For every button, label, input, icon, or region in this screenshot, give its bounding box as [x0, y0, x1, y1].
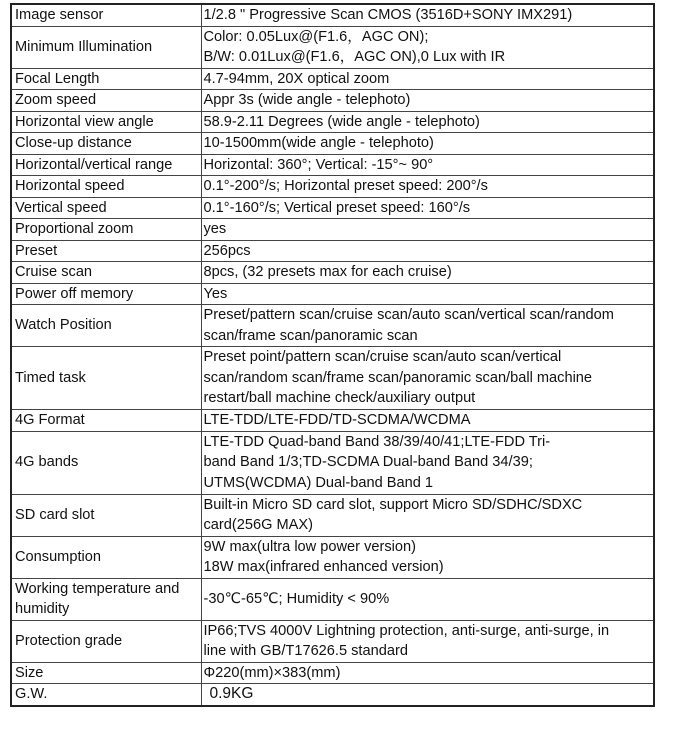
spec-value: Yes: [201, 283, 654, 305]
spec-label: 4G Format: [11, 410, 201, 432]
spec-label: 4G bands: [11, 431, 201, 494]
spec-row-gross-weight: [11, 684, 654, 706]
spec-table: [10, 3, 655, 707]
spec-row-cruise-scan: [11, 262, 654, 284]
spec-row-close-up-distance: [11, 133, 654, 155]
spec-row-consumption: [11, 536, 654, 578]
spec-label: Horizontal speed: [11, 176, 201, 198]
spec-label: Size: [11, 662, 201, 684]
spec-value: Color: 0.05Lux@(F1.6，AGC ON); B/W: 0.01Lux@(F1.6，AGC ON),0 Lux with IR: [201, 26, 654, 68]
spec-label: Power off memory: [11, 283, 201, 305]
spec-value: 0.9KG: [201, 684, 654, 706]
spec-label: Zoom speed: [11, 90, 201, 112]
spec-row-horizontal-vertical-range: [11, 154, 654, 176]
spec-label: Cruise scan: [11, 262, 201, 284]
spec-row-power-off-memory: [11, 283, 654, 305]
spec-label: Minimum Illumination: [11, 26, 201, 68]
spec-label: Proportional zoom: [11, 219, 201, 241]
spec-row-protection-grade: [11, 620, 654, 662]
spec-row-zoom-speed: [11, 90, 654, 112]
spec-value: 1/2.8 " Progressive Scan CMOS (3516D+SONY IMX291): [201, 4, 654, 26]
spec-value: Preset/pattern scan/cruise scan/auto scan/vertical scan/random scan/frame scan/panoramic scan: [201, 305, 654, 347]
spec-value: yes: [201, 219, 654, 241]
spec-value: Horizontal: 360°; Vertical: -15°~ 90°: [201, 154, 654, 176]
spec-row-working-temperature: [11, 578, 654, 620]
spec-row-4g-bands: [11, 431, 654, 494]
spec-row-image-sensor: [11, 4, 654, 26]
spec-value: 8pcs, (32 presets max for each cruise): [201, 262, 654, 284]
spec-row-proportional-zoom: [11, 219, 654, 241]
spec-label: G.W.: [11, 684, 201, 706]
spec-row-focal-length: [11, 68, 654, 90]
spec-row-horizontal-speed: [11, 176, 654, 198]
spec-value: Built-in Micro SD card slot, support Micro SD/SDHC/SDXC card(256G MAX): [201, 494, 654, 536]
spec-label: Watch Position: [11, 305, 201, 347]
spec-value: Φ220(mm)×383(mm): [201, 662, 654, 684]
spec-value: Preset point/pattern scan/cruise scan/auto scan/vertical scan/random scan/frame scan/panoramic scan/ball machine restart/ball machine check/auxiliary output: [201, 347, 654, 410]
spec-label: Vertical speed: [11, 197, 201, 219]
spec-row-horizontal-view-angle: [11, 111, 654, 133]
spec-label: SD card slot: [11, 494, 201, 536]
spec-row-size: [11, 662, 654, 684]
spec-label: Protection grade: [11, 620, 201, 662]
spec-label: Image sensor: [11, 4, 201, 26]
spec-value: IP66;TVS 4000V Lightning protection, anti-surge, anti-surge, in line with GB/T17626.5 standard: [201, 620, 654, 662]
spec-row-minimum-illumination: [11, 26, 654, 68]
spec-label: Consumption: [11, 536, 201, 578]
spec-value: -30℃-65℃; Humidity < 90%: [201, 578, 654, 620]
spec-value: 0.1°-200°/s; Horizontal preset speed: 200°/s: [201, 176, 654, 198]
spec-value: 256pcs: [201, 240, 654, 262]
spec-label: Timed task: [11, 347, 201, 410]
spec-value: 0.1°-160°/s; Vertical preset speed: 160°/s: [201, 197, 654, 219]
spec-value: 4.7-94mm, 20X optical zoom: [201, 68, 654, 90]
spec-value: 58.9-2.11 Degrees (wide angle - telephoto): [201, 111, 654, 133]
spec-label: Close-up distance: [11, 133, 201, 155]
spec-value: 9W max(ultra low power version) 18W max(infrared enhanced version): [201, 536, 654, 578]
spec-label: Horizontal view angle: [11, 111, 201, 133]
spec-row-sd-card-slot: [11, 494, 654, 536]
spec-value: Appr 3s (wide angle - telephoto): [201, 90, 654, 112]
spec-value: LTE-TDD Quad-band Band 38/39/40/41;LTE-FDD Tri- band Band 1/3;TD-SCDMA Dual-band Band 34/39; UTMS(WCDMA) Dual-band Band 1: [201, 431, 654, 494]
spec-label: Preset: [11, 240, 201, 262]
spec-row-preset: [11, 240, 654, 262]
spec-label: Working temperature and humidity: [11, 578, 201, 620]
spec-row-vertical-speed: [11, 197, 654, 219]
spec-value: LTE-TDD/LTE-FDD/TD-SCDMA/WCDMA: [201, 410, 654, 432]
spec-row-watch-position: [11, 305, 654, 347]
spec-row-timed-task: [11, 347, 654, 410]
spec-label: Focal Length: [11, 68, 201, 90]
spec-label: Horizontal/vertical range: [11, 154, 201, 176]
spec-row-4g-format: [11, 410, 654, 432]
spec-value: 10-1500mm(wide angle - telephoto): [201, 133, 654, 155]
